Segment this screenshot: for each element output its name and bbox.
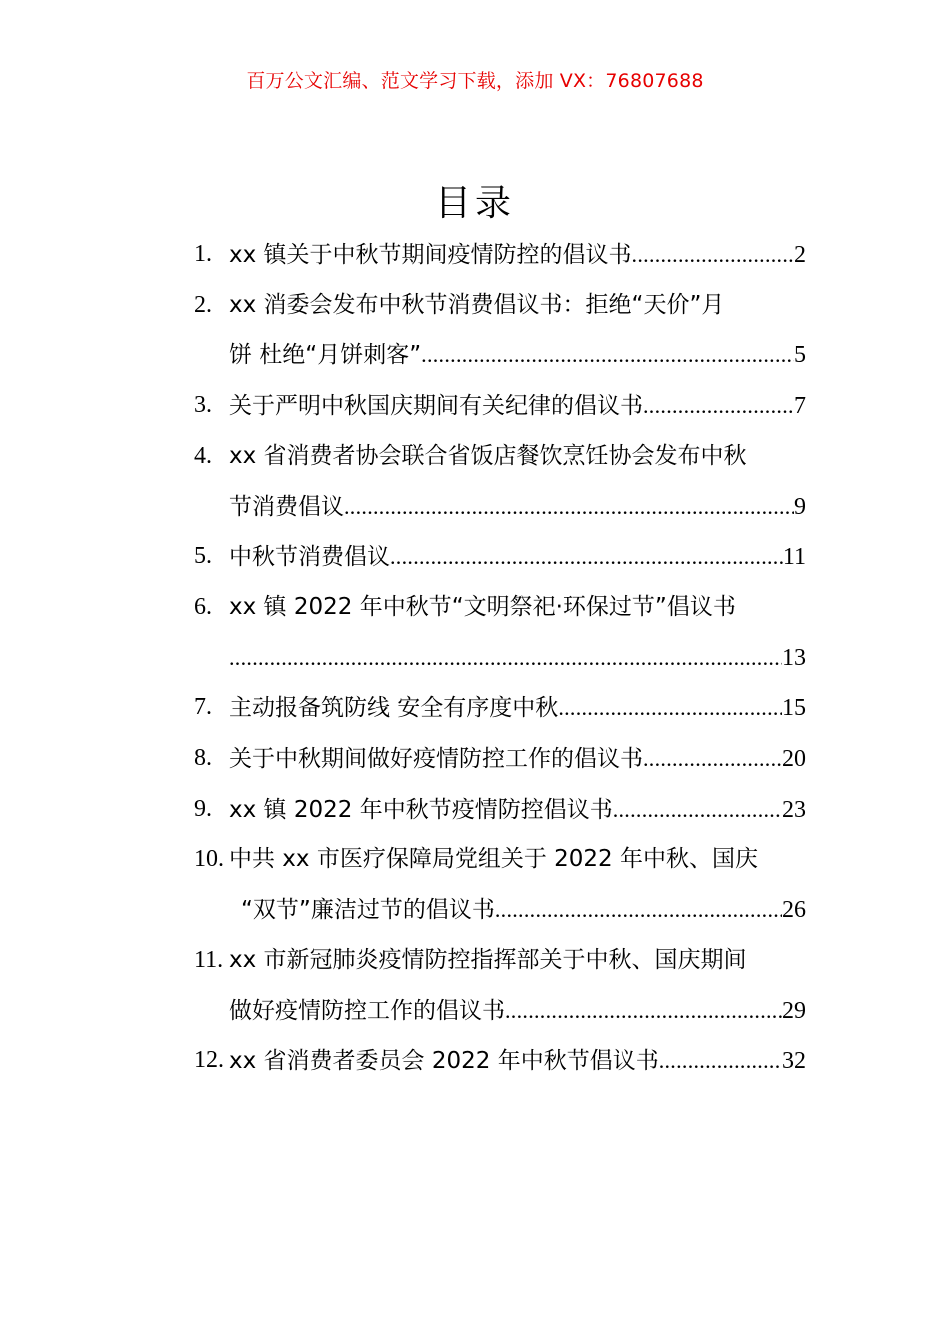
toc-item[interactable] bbox=[194, 683, 806, 734]
toc-list bbox=[194, 230, 806, 1087]
toc-item[interactable] bbox=[194, 281, 806, 381]
toc-item-text: 做好疫情防控工作的倡议书 bbox=[229, 997, 505, 1024]
toc-page-number: 20 bbox=[782, 746, 806, 773]
toc-page-number: 9 bbox=[794, 493, 806, 520]
toc-item-text: 关于中秋期间做好疫情防控工作的倡议书 bbox=[229, 746, 643, 773]
toc-item-text: 节消费倡议 bbox=[229, 493, 344, 520]
toc-item-text: 饼 杜绝“月饼刺客” bbox=[229, 342, 422, 369]
toc-item-line bbox=[229, 532, 806, 583]
toc-item-body bbox=[229, 683, 806, 734]
toc-item-body bbox=[229, 835, 806, 935]
toc-item-body bbox=[229, 281, 806, 381]
toc-item-number: 12. bbox=[194, 1047, 224, 1074]
toc-leader-dots bbox=[229, 633, 782, 683]
toc-item-number: 11. bbox=[194, 946, 224, 973]
toc-item-body bbox=[229, 734, 806, 785]
toc-item-body bbox=[229, 381, 806, 432]
toc-page-number: 29 bbox=[782, 997, 806, 1024]
toc-item[interactable] bbox=[194, 432, 806, 532]
toc-item-number: 3. bbox=[194, 392, 212, 419]
toc-item-line bbox=[229, 482, 806, 533]
toc-item-text: xx 镇 2022 年中秋节“文明祭祀·环保过节”倡议书 bbox=[229, 593, 736, 620]
toc-page-number: 11 bbox=[782, 544, 806, 571]
toc-item-text: “双节”廉洁过节的倡议书 bbox=[241, 897, 495, 924]
toc-item-line bbox=[229, 381, 806, 432]
toc-leader-dots bbox=[390, 532, 783, 582]
toc-title: 目录 bbox=[434, 183, 515, 224]
toc-item-line bbox=[229, 1036, 806, 1087]
toc-item-body bbox=[229, 936, 806, 1036]
toc-leader-dots bbox=[659, 1036, 782, 1086]
toc-item[interactable] bbox=[194, 936, 806, 1036]
toc-item-number: 1. bbox=[194, 241, 212, 267]
toc-leader-dots bbox=[613, 785, 782, 835]
toc-item-line bbox=[229, 330, 806, 381]
toc-item[interactable] bbox=[194, 583, 806, 683]
toc-item[interactable] bbox=[194, 381, 806, 432]
toc-item-number: 9. bbox=[194, 795, 212, 822]
toc-page-number: 26 bbox=[782, 897, 806, 924]
toc-item-text: xx 消委会发布中秋节消费倡议书：拒绝“天价”月 bbox=[229, 291, 725, 318]
toc-item-text: xx 镇 2022 年中秋节疫情防控倡议书 bbox=[229, 796, 613, 823]
toc-item-body bbox=[229, 785, 806, 836]
toc-item-text: xx 省消费者委员会 2022 年中秋节倡议书 bbox=[229, 1048, 659, 1075]
toc-page-number: 13 bbox=[782, 644, 806, 671]
toc-item[interactable] bbox=[194, 532, 806, 583]
toc-leader-dots bbox=[558, 683, 782, 733]
toc-item-body bbox=[229, 230, 806, 281]
toc-item-number: 8. bbox=[194, 745, 212, 772]
toc-item[interactable] bbox=[194, 734, 806, 785]
toc-page-number: 2 bbox=[794, 242, 806, 268]
toc-leader-dots bbox=[344, 482, 794, 532]
toc-leader-dots bbox=[632, 230, 794, 280]
toc-item-line bbox=[229, 683, 806, 734]
toc-leader-dots bbox=[495, 885, 782, 935]
toc-item[interactable] bbox=[194, 835, 806, 935]
toc-leader-dots bbox=[505, 986, 782, 1036]
toc-item-line bbox=[229, 734, 806, 785]
toc-item-text: 中秋节消费倡议 bbox=[229, 544, 390, 571]
toc-item-number: 10. bbox=[194, 846, 224, 873]
toc-leader-dots bbox=[643, 381, 794, 431]
toc-item-body bbox=[229, 1036, 806, 1087]
toc-item-line bbox=[229, 885, 806, 936]
header-banner: 百万公文汇编、范文学习下载，添加 VX：76807688 bbox=[246, 70, 704, 92]
toc-item-line bbox=[229, 936, 806, 986]
toc-item[interactable] bbox=[194, 230, 806, 281]
toc-item-text: xx 省消费者协会联合省饭店餐饮烹饪协会发布中秋 bbox=[229, 442, 747, 469]
toc-item-number: 7. bbox=[194, 694, 212, 721]
toc-item-text: 关于严明中秋国庆期间有关纪律的倡议书 bbox=[229, 393, 643, 420]
toc-leader-dots bbox=[643, 734, 782, 784]
toc-item-text: 中共 xx 市医疗保障局党组关于 2022 年中秋、国庆 bbox=[229, 846, 758, 873]
toc-item-text: xx 市新冠肺炎疫情防控指挥部关于中秋、国庆期间 bbox=[229, 946, 747, 973]
toc-item-number: 6. bbox=[194, 593, 212, 620]
toc-item-body bbox=[229, 583, 806, 683]
toc-item-body bbox=[229, 532, 806, 583]
toc-page-number: 23 bbox=[782, 796, 806, 823]
toc-item-number: 5. bbox=[194, 543, 212, 570]
toc-item-number: 4. bbox=[194, 442, 212, 469]
toc-item-line bbox=[229, 230, 806, 281]
toc-item[interactable] bbox=[194, 1036, 806, 1087]
toc-item[interactable] bbox=[194, 785, 806, 836]
toc-item-line bbox=[229, 432, 806, 482]
toc-item-line bbox=[229, 633, 806, 684]
toc-item-text: 主动报备筑防线 安全有序度中秋 bbox=[229, 695, 559, 722]
toc-page-number: 15 bbox=[782, 695, 806, 722]
toc-item-line bbox=[229, 986, 806, 1037]
toc-item-line bbox=[229, 583, 806, 633]
toc-item-line bbox=[229, 785, 806, 836]
toc-item-body bbox=[229, 432, 806, 532]
toc-page-number: 7 bbox=[794, 393, 806, 420]
toc-leader-dots bbox=[421, 330, 794, 380]
toc-page-number: 5 bbox=[794, 342, 806, 369]
toc-item-number: 2. bbox=[194, 291, 212, 318]
toc-item-text: xx 镇关于中秋节期间疫情防控的倡议书 bbox=[229, 242, 632, 268]
toc-item-line bbox=[229, 281, 806, 331]
toc-item-line bbox=[229, 835, 806, 885]
toc-page-number: 32 bbox=[782, 1048, 806, 1075]
